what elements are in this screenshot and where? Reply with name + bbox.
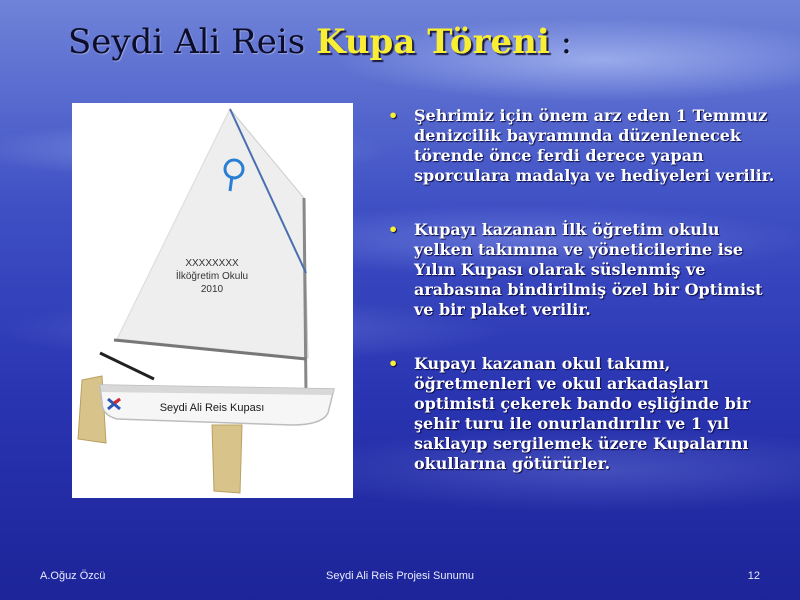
footer-page-number: 12 — [747, 570, 760, 582]
bullet-text: Kupayı kazanan İlk öğretim okulu yelken takımına ve yöneticilerine ise Yılın Kupası olarak süslenmiş ve arabasına bindirilmiş özel bir Optimist ve bir plaket verilir. — [414, 220, 763, 319]
title-suffix: : — [549, 22, 573, 62]
sail-text-line1: XXXXXXXX — [185, 258, 239, 269]
slide-title — [68, 22, 572, 62]
hull-text: Seydi Ali Reis Kupası — [159, 402, 265, 414]
bullet-symbol: • — [388, 354, 399, 373]
footer-presentation-title: Seydi Ali Reis Projesi Sunumu — [326, 570, 474, 582]
bullet-list — [388, 106, 778, 508]
sail-text-line3: 2010 — [200, 284, 224, 295]
optimist-boat-photo — [72, 103, 353, 498]
title-prefix: Seydi Ali Reis — [68, 22, 317, 62]
title-highlight: Kupa Töreni — [316, 22, 550, 62]
bullet-symbol: • — [388, 106, 399, 125]
bullet-text: Şehrimiz için önem arz eden 1 Temmuz denizcilik bayramında düzenlenecek törende önce ferdi derece yapan sporculara madalya ve hediyeleri verilir. — [414, 106, 775, 185]
sail-text-line2: İlköğretim Okulu — [175, 271, 249, 282]
bullet-text: Kupayı kazanan okul takımı, öğretmenleri ve okul arkadaşları optimisti çekerek bando eşliğinde bir şehir turu ile onurlandırılır ve 1 yıl saklayıp sergilemek üzere Kupalarını okullarına götürürler. — [414, 354, 751, 473]
footer-author: A.Oğuz Özcü — [40, 570, 106, 582]
bullet-item — [388, 106, 778, 186]
bullet-item — [388, 220, 778, 320]
bullet-symbol: • — [388, 220, 399, 239]
bullet-item — [388, 354, 778, 474]
